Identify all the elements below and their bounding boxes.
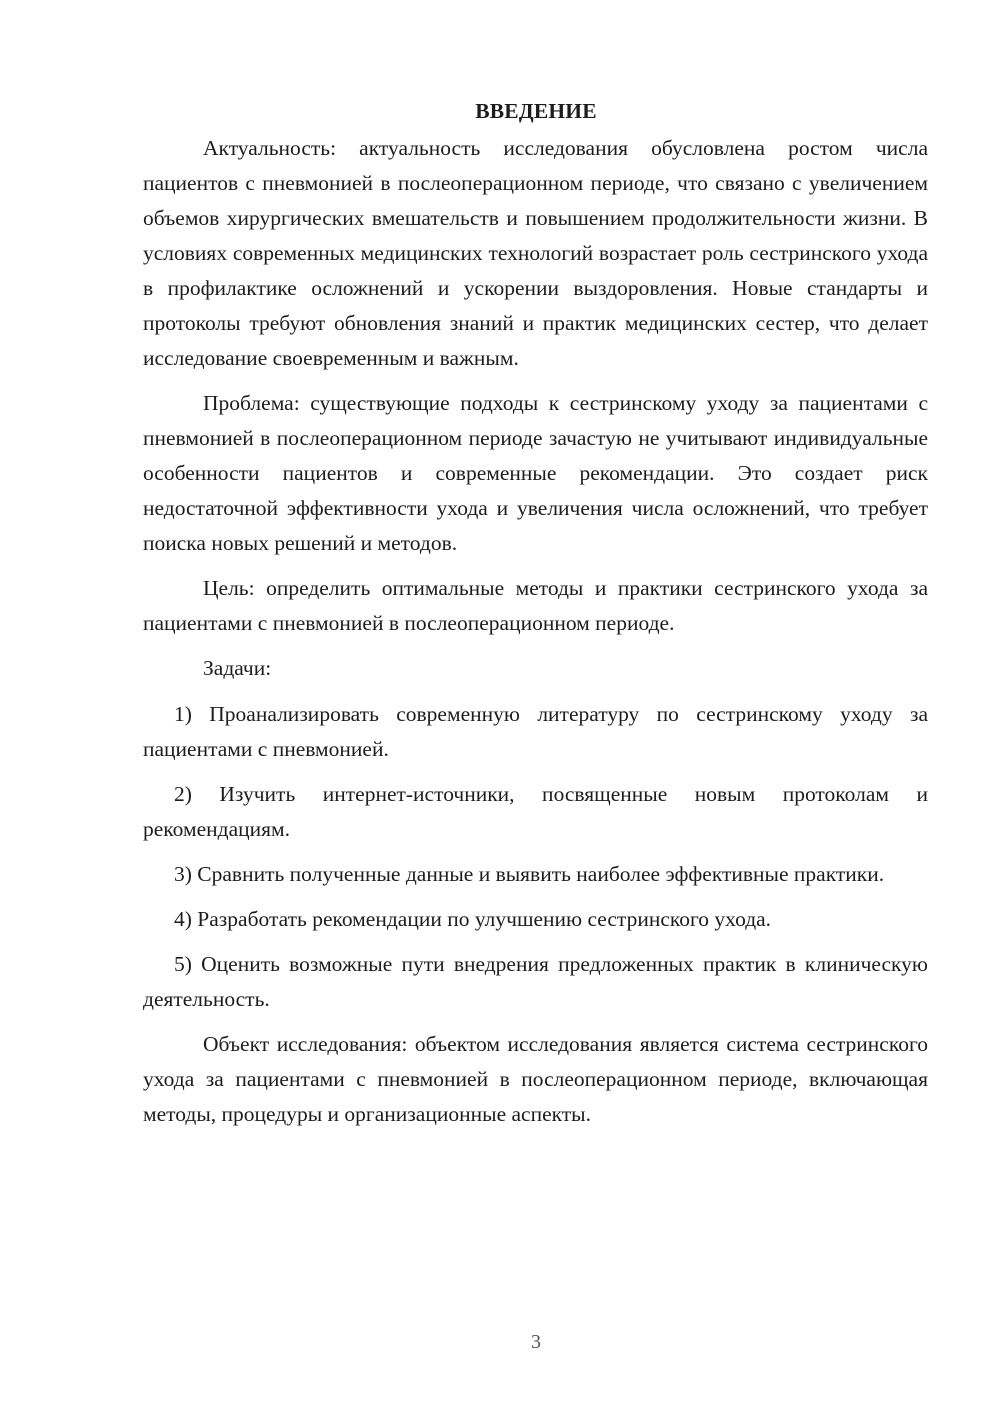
page-number: 3	[531, 1331, 541, 1353]
task-item-4: 4) Разработать рекомендации по улучшению сестринского ухода.	[174, 907, 772, 931]
document-page	[143, 92, 928, 1142]
task-item-3: 3) Сравнить полученные данные и выявить наиболее эффективные практики.	[174, 862, 885, 886]
relevance-paragraph: Актуальность: актуальность исследования обусловлена ростом числа пациентов с пневмонией в послеоперационном периоде, что связано с увеличением объемов хирургических вмешательств и повышением продолжительности жизни. В условиях современных медицинских технологий возрастает роль сестринского ухода в профилактике осложнений и ускорении выздоровления. Новые стандарты и протоколы требуют обновления знаний и практик медицинских сестер, что делает исследование своевременным и важным.	[143, 136, 928, 370]
task-item-2: 2) Изучить интернет-источники, посвященные новым протоколам и рекомендациям.	[143, 782, 928, 841]
task-item-5: 5) Оценить возможные пути внедрения предложенных практик в клиническую деятельность.	[143, 952, 928, 1011]
goal-paragraph: Цель: определить оптимальные методы и практики сестринского ухода за пациентами с пневмонией в послеоперационном периоде.	[143, 576, 928, 635]
problem-paragraph: Проблема: существующие подходы к сестринскому уходу за пациентами с пневмонией в послеоперационном периоде зачастую не учитывают индивидуальные особенности пациентов и современные рекомендации. Это создает риск недостаточной эффективности ухода и увеличения числа осложнений, что требует поиска новых решений и методов.	[143, 391, 928, 555]
task-item-1: 1) Проанализировать современную литературу по сестринскому уходу за пациентами с пневмонией.	[143, 702, 928, 761]
section-title: ВВЕДЕНИЕ	[475, 99, 597, 123]
object-paragraph: Объект исследования: объектом исследования является система сестринского ухода за пациентами с пневмонией в послеоперационном периоде, включающая методы, процедуры и организационные аспекты.	[143, 1032, 928, 1126]
tasks-heading: Задачи:	[203, 656, 272, 680]
